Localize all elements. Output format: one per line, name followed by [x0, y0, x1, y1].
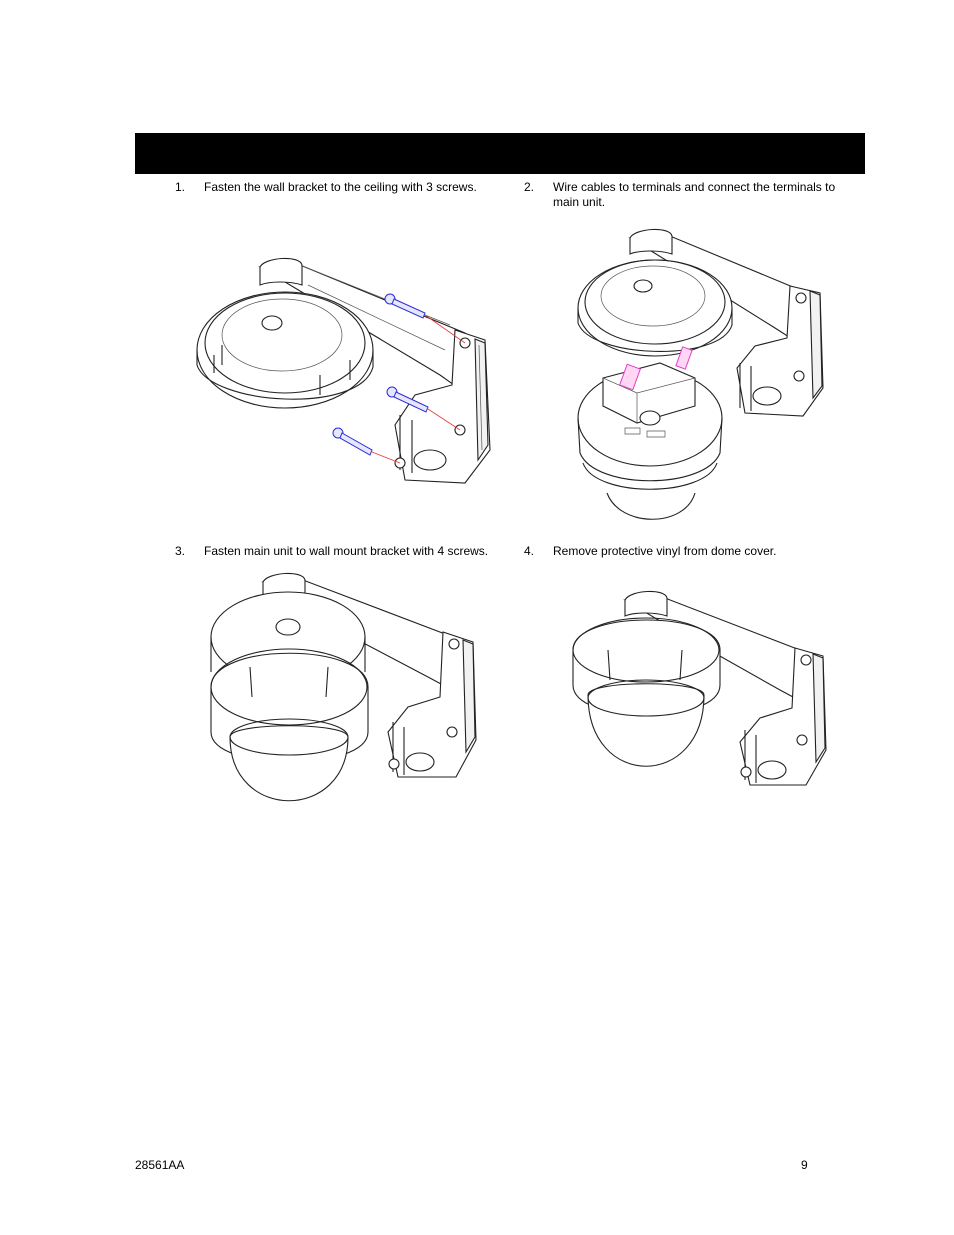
footer-page-number: 9: [801, 1158, 808, 1172]
figure-wall-bracket-screws: [190, 255, 500, 495]
section-header-bar: [135, 133, 865, 174]
step-text: Fasten the wall bracket to the ceiling with 3 screws.: [204, 180, 477, 194]
figure-main-unit-mounted: [208, 572, 480, 812]
step-number: 1.: [175, 180, 186, 194]
step-text: Wire cables to terminals and connect the terminals to main unit.: [553, 180, 836, 209]
figure-wiring-terminals: [575, 228, 830, 528]
step-number: 3.: [175, 544, 186, 558]
step-number: 4.: [524, 544, 535, 558]
step-text: Fasten main unit to wall mount bracket with 4 screws.: [204, 544, 489, 558]
figure-dome-cover: [570, 590, 830, 810]
footer-document-id: 28561AA: [135, 1158, 185, 1172]
step-text: Remove protective vinyl from dome cover.: [553, 544, 777, 558]
step-number: 2.: [524, 180, 535, 194]
